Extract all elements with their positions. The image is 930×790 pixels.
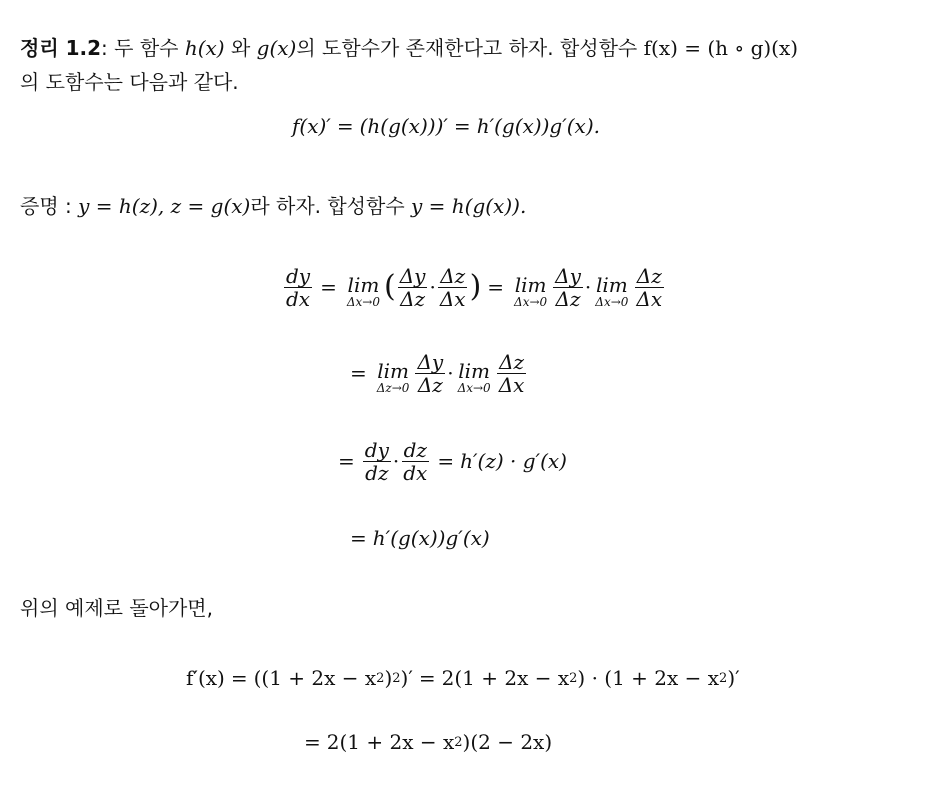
- frac-dy-dz: $\frac{dy}{dz}$: [364, 437, 389, 485]
- lim-dx-1: lim Δx→0: [346, 273, 380, 309]
- frac-Dy-Dz-2: $\frac{\Delta y}{\Delta z}$: [555, 263, 581, 311]
- frac-Dy-Dz-3: $\frac{\Delta y}{\Delta z}$: [417, 349, 444, 397]
- lim-dz: lim Δz→0: [376, 359, 410, 395]
- eq2-expr: 2(1 + 2x − x: [326, 730, 455, 754]
- lim-dx-2: lim Δx→0: [514, 273, 548, 309]
- theorem-text-a: : 두 함수: [101, 36, 179, 60]
- example-equation-1: f′(x) = ((1 + 2x − x 2 ) 2 )′ = 2(1 + 2x − x 2 ) · (1 + 2x − x 2 )′: [186, 666, 740, 690]
- lim-dx-3: lim Δx→0: [595, 273, 629, 309]
- proof-line: [20, 190, 526, 222]
- theorem-statement: [20, 32, 798, 64]
- theorem-h-x: h(x): [184, 36, 225, 60]
- frac-Dz-Dx: $\frac{\Delta z}{\Delta x}$: [439, 263, 466, 311]
- theorem-text-c: 의 도함수가 존재한다고 하자. 합성함수: [296, 36, 638, 60]
- frac-Dz-Dx-3: $\frac{\Delta z}{\Delta x}$: [498, 349, 525, 397]
- proof-y-def: y = h(z),: [78, 194, 165, 218]
- step3-rhs: h′(z) · g′(x): [460, 449, 567, 473]
- main-eq-rhs: h′(g(x))g′(x).: [476, 114, 600, 138]
- theorem-g-x: g(x): [256, 36, 297, 60]
- main-eq-lhs: f(x)′: [292, 114, 331, 138]
- theorem-label: 정리 1.2: [20, 36, 102, 60]
- step4-rhs: h′(g(x))g′(x): [372, 526, 490, 550]
- frac-Dy-Dz: $\frac{\Delta y}{\Delta z}$: [399, 263, 426, 311]
- derivation-step-4: = h′(g(x))g′(x): [350, 526, 490, 550]
- main-equation: f(x)′ = (h(g(x)))′ = h′(g(x))g′(x).: [292, 114, 600, 138]
- frac-dz-dx: $\frac{dz}{dx}$: [403, 437, 428, 485]
- eq1-rhs: 2(1 + 2x − x: [441, 666, 570, 690]
- proof-label: 증명 :: [20, 194, 72, 218]
- eq1-lhs: f′(x): [186, 666, 225, 690]
- example-intro: 위의 예제로 돌아가면,: [20, 596, 213, 620]
- frac-Dz-Dx-2: $\frac{\Delta z}{\Delta x}$: [636, 263, 663, 311]
- frac-dy-dx: $\frac{dy}{dx}$: [286, 263, 311, 311]
- derivation-step-1: $\frac{dy}{dx}$ = lim Δx→0 ( $\frac{\Delta y}{\Delta z}$ · $\frac{\Delta z}{\Delta x}$ ) = lim Δx→0 $\frac{\Delta y}{\Delta z}$ · lim Δx→0 $\frac{\Delta z}{\Delta x}$: [286, 263, 663, 311]
- proof-z-def: z = g(x): [170, 194, 251, 218]
- proof-text: 라 하자. 합성함수: [250, 194, 405, 218]
- theorem-f-def: f(x) = (h ∘ g)(x): [643, 36, 799, 60]
- derivation-step-3: = $\frac{dy}{dz}$ · $\frac{dz}{dx}$ = h′(z) · g′(x): [338, 437, 567, 485]
- theorem-text-b: 와: [230, 36, 251, 60]
- example-equation-2: = 2(1 + 2x − x 2 )(2 − 2x): [304, 730, 553, 754]
- proof-y-comp: y = h(g(x)).: [411, 194, 527, 218]
- theorem-line2: 의 도함수는 다음과 같다.: [20, 70, 239, 94]
- eq1-mid: ((1 + 2x − x: [253, 666, 377, 690]
- main-eq-mid: (h(g(x)))′: [359, 114, 448, 138]
- lim-dx-4: lim Δx→0: [457, 359, 491, 395]
- derivation-step-2: = lim Δz→0 $\frac{\Delta y}{\Delta z}$ · lim Δx→0 $\frac{\Delta z}{\Delta x}$: [350, 349, 525, 397]
